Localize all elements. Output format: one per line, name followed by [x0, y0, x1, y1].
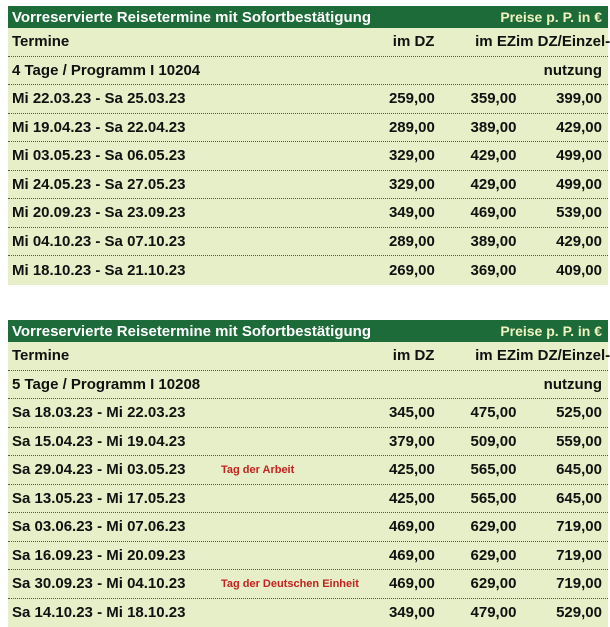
price-table-5-tage	[8, 320, 608, 627]
price-dz-cell: 289,00	[365, 233, 435, 250]
table-row	[8, 256, 608, 285]
table-row	[8, 85, 608, 114]
price-dz-cell: 329,00	[365, 147, 435, 164]
table-row	[8, 228, 608, 257]
date-cell: Mi 22.03.23 - Sa 25.03.23	[8, 90, 221, 107]
price-ez-cell: 629,00	[435, 518, 517, 535]
price-dz-cell: 425,00	[365, 461, 435, 478]
price-dz-cell: 345,00	[365, 404, 435, 421]
table-title-bar	[8, 6, 608, 28]
table-row	[8, 199, 608, 228]
price-einzel-cell: 409,00	[516, 262, 608, 279]
table-row	[8, 114, 608, 143]
price-ez-cell: 479,00	[435, 604, 517, 621]
table-row	[8, 456, 608, 485]
col-einzel-header-2: nutzung	[516, 376, 608, 393]
col-einzel-header: im DZ/Einzel-	[516, 33, 608, 50]
table-title-bar	[8, 320, 608, 342]
price-dz-cell: 269,00	[365, 262, 435, 279]
col-termine-header: Termine	[8, 347, 221, 364]
col-ez-header: im EZ	[434, 33, 516, 50]
date-cell: Sa 13.05.23 - Mi 17.05.23	[8, 490, 221, 507]
price-note: Preise p. P. in €	[500, 323, 602, 339]
date-cell: Mi 19.04.23 - Sa 22.04.23	[8, 119, 221, 136]
date-cell: Sa 29.04.23 - Mi 03.05.23	[8, 461, 221, 478]
price-einzel-cell: 429,00	[516, 233, 608, 250]
price-einzel-cell: 529,00	[516, 604, 608, 621]
col-ez-header: im EZ	[434, 347, 516, 364]
date-rows	[8, 399, 608, 627]
price-einzel-cell: 499,00	[516, 147, 608, 164]
price-dz-cell: 425,00	[365, 490, 435, 507]
date-cell: Mi 24.05.23 - Sa 27.05.23	[8, 176, 221, 193]
holiday-note: Tag der Deutschen Einheit	[221, 578, 365, 590]
date-cell: Sa 15.04.23 - Mi 19.04.23	[8, 433, 221, 450]
program-label: 4 Tage / Programm I 10204	[8, 62, 221, 79]
price-dz-cell: 379,00	[365, 433, 435, 450]
price-einzel-cell: 719,00	[516, 518, 608, 535]
table-row	[8, 599, 608, 627]
col-einzel-header: im DZ/Einzel-	[516, 347, 608, 364]
table-row	[8, 428, 608, 457]
price-ez-cell: 359,00	[435, 90, 517, 107]
table-row	[8, 513, 608, 542]
price-einzel-cell: 645,00	[516, 461, 608, 478]
price-einzel-cell: 499,00	[516, 176, 608, 193]
table-row	[8, 399, 608, 428]
table-title: Vorreservierte Reisetermine mit Sofortbestätigung	[12, 323, 371, 340]
price-ez-cell: 565,00	[435, 461, 517, 478]
price-ez-cell: 629,00	[435, 575, 517, 592]
price-note: Preise p. P. in €	[500, 9, 602, 25]
date-cell: Sa 30.09.23 - Mi 04.10.23	[8, 575, 221, 592]
col-einzel-header-2: nutzung	[516, 62, 608, 79]
program-row	[8, 371, 608, 400]
date-cell: Mi 03.05.23 - Sa 06.05.23	[8, 147, 221, 164]
date-cell: Sa 16.09.23 - Mi 20.09.23	[8, 547, 221, 564]
table-body	[8, 342, 608, 627]
price-dz-cell: 349,00	[365, 604, 435, 621]
table-body	[8, 28, 608, 285]
price-ez-cell: 389,00	[435, 119, 517, 136]
price-einzel-cell: 645,00	[516, 490, 608, 507]
price-ez-cell: 369,00	[435, 262, 517, 279]
col-dz-header: im DZ	[365, 33, 435, 50]
table-row	[8, 570, 608, 599]
price-einzel-cell: 719,00	[516, 575, 608, 592]
price-einzel-cell: 399,00	[516, 90, 608, 107]
price-ez-cell: 429,00	[435, 176, 517, 193]
date-cell: Mi 20.09.23 - Sa 23.09.23	[8, 204, 221, 221]
price-einzel-cell: 559,00	[516, 433, 608, 450]
col-dz-header: im DZ	[365, 347, 435, 364]
program-row	[8, 57, 608, 86]
price-ez-cell: 565,00	[435, 490, 517, 507]
table-title: Vorreservierte Reisetermine mit Sofortbestätigung	[12, 9, 371, 26]
date-cell: Mi 18.10.23 - Sa 21.10.23	[8, 262, 221, 279]
price-einzel-cell: 429,00	[516, 119, 608, 136]
price-ez-cell: 475,00	[435, 404, 517, 421]
table-row	[8, 171, 608, 200]
price-dz-cell: 259,00	[365, 90, 435, 107]
price-einzel-cell: 525,00	[516, 404, 608, 421]
price-dz-cell: 469,00	[365, 575, 435, 592]
price-table-4-tage	[8, 6, 608, 285]
price-ez-cell: 509,00	[435, 433, 517, 450]
price-einzel-cell: 719,00	[516, 547, 608, 564]
table-row	[8, 542, 608, 571]
date-rows	[8, 85, 608, 285]
col-termine-header: Termine	[8, 33, 221, 50]
date-cell: Sa 14.10.23 - Mi 18.10.23	[8, 604, 221, 621]
price-dz-cell: 469,00	[365, 518, 435, 535]
price-ez-cell: 389,00	[435, 233, 517, 250]
price-dz-cell: 469,00	[365, 547, 435, 564]
price-ez-cell: 629,00	[435, 547, 517, 564]
date-cell: Sa 03.06.23 - Mi 07.06.23	[8, 518, 221, 535]
price-ez-cell: 469,00	[435, 204, 517, 221]
date-cell: Mi 04.10.23 - Sa 07.10.23	[8, 233, 221, 250]
price-dz-cell: 349,00	[365, 204, 435, 221]
column-header-row	[8, 342, 608, 371]
price-einzel-cell: 539,00	[516, 204, 608, 221]
price-dz-cell: 289,00	[365, 119, 435, 136]
date-cell: Sa 18.03.23 - Mi 22.03.23	[8, 404, 221, 421]
holiday-note: Tag der Arbeit	[221, 464, 365, 476]
program-label: 5 Tage / Programm I 10208	[8, 376, 221, 393]
price-dz-cell: 329,00	[365, 176, 435, 193]
price-ez-cell: 429,00	[435, 147, 517, 164]
table-row	[8, 142, 608, 171]
table-row	[8, 485, 608, 514]
column-header-row	[8, 28, 608, 57]
